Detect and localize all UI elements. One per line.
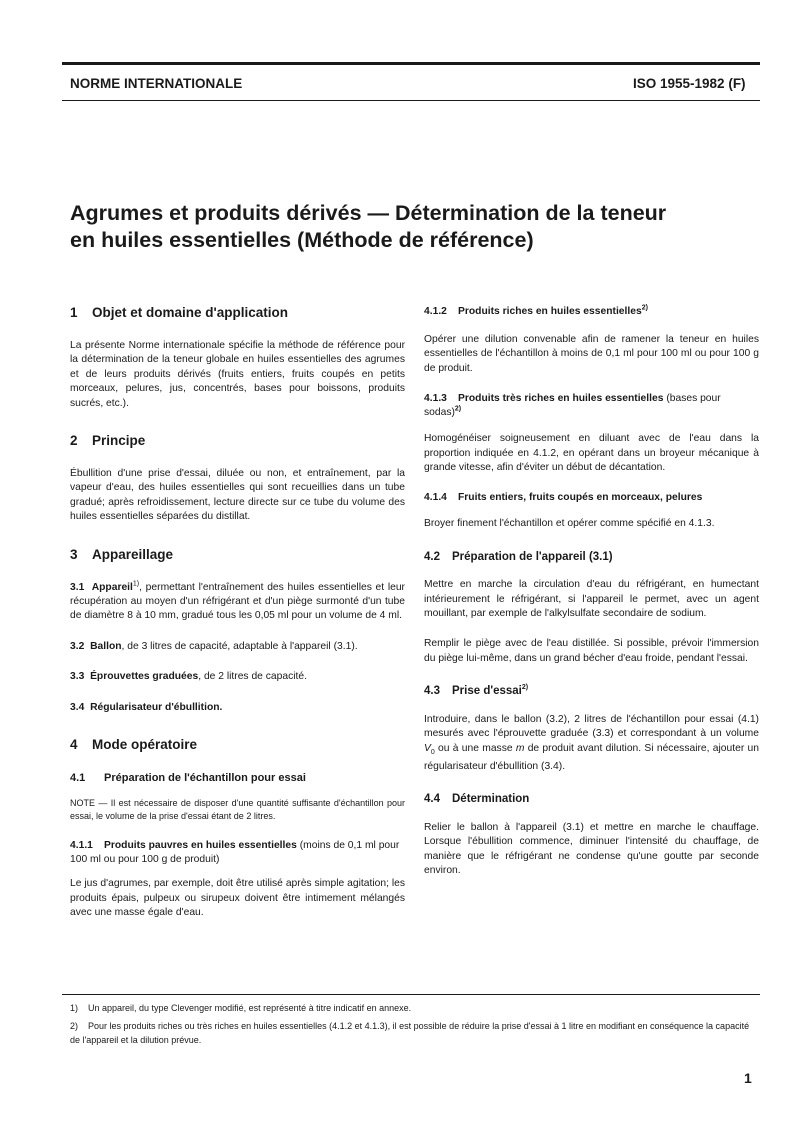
section-1-heading: 1 Objet et domaine d'application	[70, 305, 288, 320]
section-4-1-3-heading: 4.1.3 Produits très riches en huiles essentielles (bases pour sodas)$^{2)}$	[424, 393, 721, 419]
section-4-2-text-1: Mettre en marche la circulation d'eau du réfrigérant, en humectant intérieurement le réfrigérant, si l'appareil le permet, avec un agent mouillant, par exemple de l'alkylsulfate secondaire de sodium.	[424, 579, 759, 620]
section-2-heading: 2 Principe	[70, 433, 146, 449]
section-4-1-3-text: Homogénéiser soigneusement en diluant avec de l'eau dans la proportion indiquée en 4.1.2, en opérant dans un broyeur mécanique à grande vitesse, afin d'éviter un début de décantation.	[424, 433, 759, 474]
header-rule-top	[62, 62, 760, 65]
footnote-1: 1) Un appareil, du type Clevenger modifié, est représenté à titre indicatif en annexe.	[70, 1003, 412, 1013]
footnote-2: 2) Pour les produits riches ou très riches en huiles essentielles (4.1.2 et 4.1.3), il est possible de réduire la prise d'essai à 1 litre en modifiant en conséquence la capacité de l'appareil et la dilution prévue.	[70, 1021, 750, 1045]
section-4-1-1-text: Le jus d'agrumes, par exemple, doit être utilisé après simple agitation; les produits épais, pulpeux ou sirupeux doivent être intimement mélangés avec une masse égale d'eau.	[70, 878, 405, 918]
section-4-1-4-heading: 4.1.4 Fruits entiers, fruits coupés en morceaux, pelures	[424, 492, 703, 504]
section-4-2-text-2: Remplir le piège avec de l'eau distillée. Si possible, prévoir l'immersion du piège lui-même, dans un grand bécher d'eau froide, pendant l'essai.	[424, 638, 759, 664]
section-4-1-1-heading: 4.1.1 Produits pauvres en huiles essentielles (moins de 0,1 ml pour 100 ml ou pour 100 g de produit)	[70, 840, 400, 866]
footnote-rule	[62, 994, 760, 995]
title-line-1: Agrumes et produits dérivés — Détermination de la teneur	[70, 201, 667, 225]
section-4-heading: 4 Mode opératoire	[70, 737, 198, 753]
document-title	[70, 200, 770, 254]
section-1-text: La présente Norme internationale spécifie la méthode de référence pour la détermination de la teneur globale en huiles essentielles des agrumes et de leurs produits dérivés (fruits entiers, fruits coupés en petits morceaux, pelures, jus, concentrés, bases pour boissons, produits sucrés, etc.).	[70, 340, 405, 409]
header-rule-bottom	[62, 100, 760, 101]
section-3-heading: 3 Appareillage	[70, 546, 174, 562]
header-standard-type: NORME INTERNATIONALE	[70, 76, 243, 91]
section-4-1-2-text: Opérer une dilution convenable afin de ramener la teneur en huiles essentielles de l'échantillon à moins de 0,1 ml pour 100 ml ou pour 100 g de produit.	[424, 334, 759, 374]
left-column	[70, 305, 405, 932]
title-line-2: en huiles essentielles (Méthode de référence)	[70, 228, 534, 252]
header-standard-number: ISO 1955-1982 (F)	[633, 76, 746, 91]
section-4-3-text: Introduire, dans le ballon (3.2), 2 litres de l'échantillon pour essai (4.1) mesurés avec l'éprouvette graduée (3.3) et correspondant à un volume $V_0$ ou à une masse m de produit avant dilution. Si nécessaire, ajouter un régularisateur d'ébullition (3.4).	[424, 713, 759, 772]
item-3-2: 3.2 Ballon, de 3 litres de capacité, adaptable à l'appareil (3.1).	[70, 640, 358, 652]
item-3-4: 3.4 Régularisateur d'ébullition.	[70, 701, 223, 713]
section-4-2-heading: 4.2 Préparation de l'appareil (3.1)	[424, 550, 613, 563]
note-4-1: NOTE — Il est nécessaire de disposer d'une quantité suffisante d'échantillon pour essai, le volume de la prise d'essai étant de 2 litres.	[70, 798, 405, 822]
section-2-text: Ébullition d'une prise d'essai, diluée ou non, et entraînement, par la vapeur d'eau, des huiles essentielles qui sont recueillies dans un tube gradué; après refroidissement, lecture directe sur ce tube du volume des huiles essentielles séparées du distillat.	[70, 468, 405, 523]
section-4-4-heading: 4.4 Détermination	[424, 793, 530, 806]
section-4-1-4-text: Broyer finement l'échantillon et opérer comme spécifié en 4.1.3.	[424, 518, 715, 530]
right-column	[424, 305, 759, 890]
section-4-1-2-heading: 4.1.2 Produits riches en huiles essentielles$^{2)}$	[424, 304, 648, 317]
item-3-1: 3.1 Appareil$^{1)}$, permettant l'entraînement des huiles essentielles et leur récupération au moyen d'un réfrigérant et d'un piège surmonté d'un tube de diamètre 8 à 10 mm, gradué tous les 0,05 ml pour un volume de 4 ml.	[70, 580, 405, 622]
item-3-3: 3.3 Éprouvettes graduées, de 2 litres de capacité.	[70, 671, 307, 683]
section-4-1-heading: 4.1 Préparation de l'échantillon pour essai	[70, 772, 306, 785]
section-4-3-heading: 4.3 Prise d'essai$^{2)}$	[424, 684, 529, 698]
page-number: 1	[744, 1070, 752, 1086]
section-4-4-text: Relier le ballon à l'appareil (3.1) et mettre en marche le chauffage. Lorsque l'ébullition commence, diminuer l'intensité du chauffage, de manière que le réfrigérant ne condense qu'une goutte par seconde environ.	[424, 821, 759, 876]
